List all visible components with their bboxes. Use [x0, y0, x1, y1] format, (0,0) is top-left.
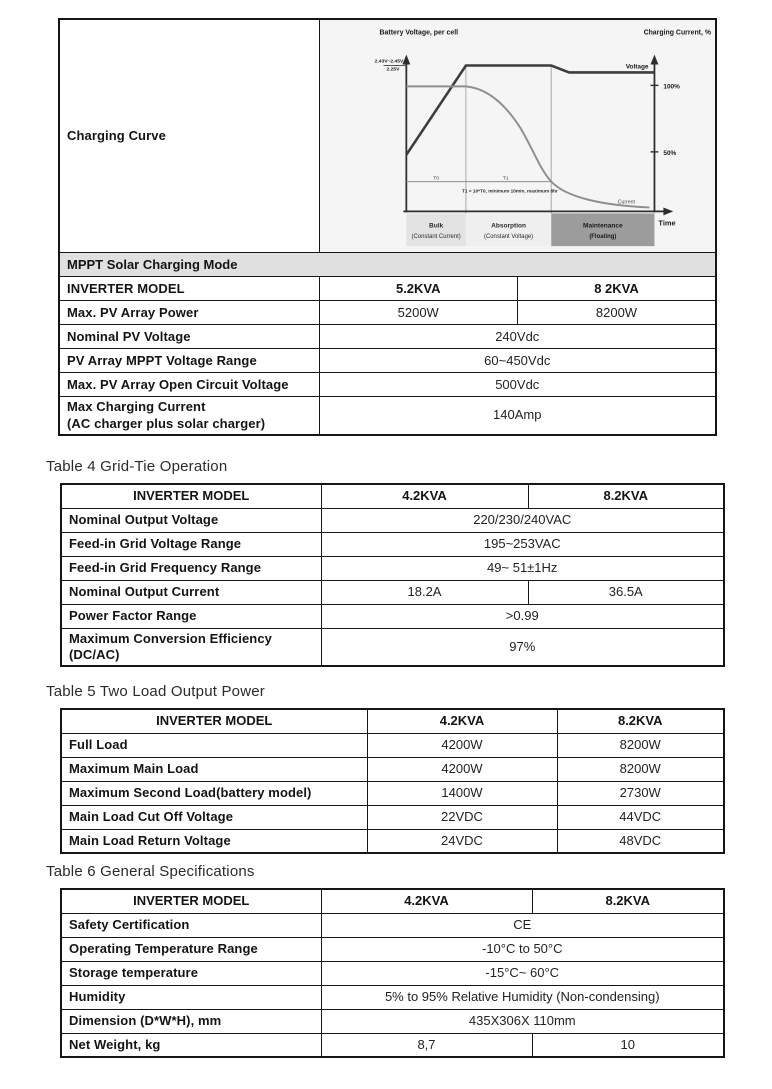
table-row	[61, 604, 724, 628]
spec-value: -10°C to 50°C	[321, 937, 724, 961]
spec-value: 18.2A	[321, 580, 528, 604]
spec-value: 44VDC	[557, 805, 724, 829]
spec-label: Max. PV Array Power	[59, 301, 319, 325]
spec-label: Max. PV Array Open Circuit Voltage	[59, 373, 319, 397]
timer-note: T1 = 10*T0, minimum 10min, maximum 8hr	[461, 189, 558, 195]
spec-label: Storage temperature	[61, 961, 321, 985]
bulk-phase-band	[406, 213, 466, 246]
spec-value: 195~253VAC	[321, 532, 724, 556]
spec-label	[59, 397, 319, 435]
spec-label-line2: (DC/AC)	[69, 646, 120, 662]
model-value-1: 4.2KVA	[321, 889, 532, 913]
table-header-row	[61, 889, 724, 913]
tick-50-label: 50%	[662, 149, 676, 157]
model-header: INVERTER MODEL	[61, 484, 321, 508]
spec-label: INVERTER MODEL	[59, 277, 319, 301]
model-value-2: 8.2KVA	[557, 709, 724, 733]
charging-curve-label: Charging Curve	[59, 19, 319, 253]
maintenance-phase-band	[551, 213, 654, 246]
spec-label: Power Factor Range	[61, 604, 321, 628]
model-value-1: 4.2KVA	[321, 484, 528, 508]
table-row	[61, 508, 724, 532]
table-row	[61, 781, 724, 805]
table-row	[59, 277, 716, 301]
charging-curve-chart	[320, 20, 715, 248]
spec-label: Maximum Main Load	[61, 757, 367, 781]
table-row	[61, 913, 724, 937]
right-axis-title: Charging Current, %	[643, 29, 711, 37]
current-series-label: Current	[617, 199, 635, 206]
spec-value: 60~450Vdc	[319, 349, 716, 373]
table-header-row	[61, 484, 724, 508]
spec-value: 8200W	[518, 301, 717, 325]
table-row	[59, 373, 716, 397]
spec-value: 49~ 51±1Hz	[321, 556, 724, 580]
spec-value: 4200W	[367, 757, 557, 781]
table-row	[61, 985, 724, 1009]
left-axis-arrow-icon	[402, 55, 410, 65]
right-axis-arrow-icon	[650, 55, 658, 65]
table-header-row	[61, 709, 724, 733]
spec-value: 36.5A	[528, 580, 724, 604]
table-row	[61, 532, 724, 556]
spec-value: >0.99	[321, 604, 724, 628]
model-header: INVERTER MODEL	[61, 889, 321, 913]
spec-label: Feed-in Grid Voltage Range	[61, 532, 321, 556]
two-load-table	[60, 708, 725, 854]
model-value-2: 8 2KVA	[518, 277, 717, 301]
spec-value: 8,7	[321, 1033, 532, 1057]
absorption-phase-band	[465, 213, 550, 246]
mppt-charging-table	[58, 18, 717, 436]
spec-value: 500Vdc	[319, 373, 716, 397]
spec-value: 2730W	[557, 781, 724, 805]
spec-label: Dimension (D*W*H), mm	[61, 1009, 321, 1033]
spec-label: PV Array MPPT Voltage Range	[59, 349, 319, 373]
spec-label	[61, 628, 321, 666]
spec-label: Operating Temperature Range	[61, 937, 321, 961]
charging-curve-row	[59, 19, 716, 253]
absorption-phase-name: Absorption	[490, 222, 526, 230]
mppt-section-header-row	[59, 253, 716, 277]
table-row	[61, 961, 724, 985]
absorption-phase-mode: (Constant Voltage)	[483, 234, 533, 241]
spec-value: 140Amp	[319, 397, 716, 435]
spec-label: Main Load Return Voltage	[61, 829, 367, 853]
model-value-1: 4.2KVA	[367, 709, 557, 733]
spec-label: Nominal Output Voltage	[61, 508, 321, 532]
table4-title: Table 4 Grid-Tie Operation	[46, 458, 228, 475]
voltage-curve	[406, 66, 654, 155]
spec-value: CE	[321, 913, 724, 937]
table-row	[61, 805, 724, 829]
spec-label-line2: (AC charger plus solar charger)	[67, 415, 266, 431]
spec-label-line1: Maximum Conversion Efficiency	[69, 630, 273, 646]
tick-100-label: 100%	[662, 83, 680, 91]
spec-value: 435X306X 110mm	[321, 1009, 724, 1033]
spec-label: Net Weight, kg	[61, 1033, 321, 1057]
model-value-2: 8.2KVA	[528, 484, 724, 508]
table-row	[59, 325, 716, 349]
mppt-section-header: MPPT Solar Charging Mode	[59, 253, 716, 277]
spec-value: 220/230/240VAC	[321, 508, 724, 532]
spec-label: Feed-in Grid Frequency Range	[61, 556, 321, 580]
maintenance-phase-name: Maintenance	[582, 222, 623, 230]
table-row	[59, 397, 716, 435]
spec-value: 4200W	[367, 733, 557, 757]
spec-label: Nominal Output Current	[61, 580, 321, 604]
spec-label: Full Load	[61, 733, 367, 757]
model-header: INVERTER MODEL	[61, 709, 367, 733]
table6-title: Table 6 General Specifications	[46, 863, 255, 880]
bulk-phase-mode: (Constant Current)	[411, 234, 461, 241]
spec-value: -15°C~ 60°C	[321, 961, 724, 985]
spec-value: 97%	[321, 628, 724, 666]
table-row	[61, 1009, 724, 1033]
table-row	[61, 628, 724, 666]
t0-label: T0	[432, 176, 439, 182]
table-row	[61, 937, 724, 961]
spec-value: 1400W	[367, 781, 557, 805]
spec-label: Maximum Second Load(battery model)	[61, 781, 367, 805]
spec-value: 8200W	[557, 757, 724, 781]
time-axis-title: Time	[657, 218, 676, 228]
spec-value: 8200W	[557, 733, 724, 757]
bulk-phase-name: Bulk	[428, 222, 443, 230]
spec-value: 22VDC	[367, 805, 557, 829]
spec-value: 10	[532, 1033, 724, 1057]
charging-curve-chart-cell	[319, 19, 716, 253]
maintenance-phase-mode: (Floating)	[588, 234, 616, 241]
spec-label: Humidity	[61, 985, 321, 1009]
spec-value: 48VDC	[557, 829, 724, 853]
table-row	[61, 556, 724, 580]
table-row	[59, 301, 716, 325]
table-row	[61, 580, 724, 604]
spec-value: 5200W	[319, 301, 518, 325]
table-row	[59, 349, 716, 373]
model-value-1: 5.2KVA	[319, 277, 518, 301]
table-row	[61, 757, 724, 781]
left-axis-title: Battery Voltage, per cell	[379, 29, 458, 37]
spec-label: Safety Certification	[61, 913, 321, 937]
spec-value: 5% to 95% Relative Humidity (Non-condensing)	[321, 985, 724, 1009]
time-axis-arrow-icon	[663, 207, 673, 215]
peak-voltage-label-1: 2.43V~2.45V	[374, 59, 403, 65]
table5-title: Table 5 Two Load Output Power	[46, 683, 265, 700]
table-row	[61, 829, 724, 853]
table-row	[61, 1033, 724, 1057]
spec-label: Nominal PV Voltage	[59, 325, 319, 349]
table-row	[61, 733, 724, 757]
grid-tie-table	[60, 483, 725, 667]
spec-value: 240Vdc	[319, 325, 716, 349]
spec-label: Main Load Cut Off Voltage	[61, 805, 367, 829]
peak-voltage-label-2: 2.25V	[385, 67, 399, 73]
voltage-series-label: Voltage	[625, 63, 649, 71]
spec-value: 24VDC	[367, 829, 557, 853]
general-specs-table	[60, 888, 725, 1058]
spec-label-line1: Max Charging Current	[67, 399, 206, 415]
t1-label: T1	[502, 176, 508, 182]
model-value-2: 8.2KVA	[532, 889, 724, 913]
